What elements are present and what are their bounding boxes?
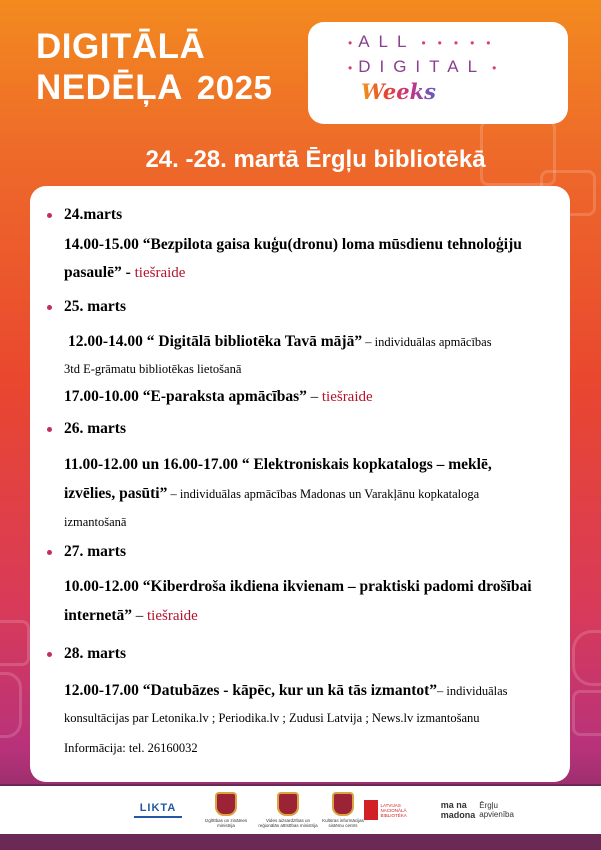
event-line: internetā” – tiešraide	[64, 607, 198, 624]
partner-logos	[0, 786, 601, 834]
ministry-education-logo: Izglītības un zinātnes ministrija	[198, 786, 254, 834]
day-date: 26. marts	[64, 420, 126, 437]
title-line-2: NEDĒĻA	[36, 68, 183, 107]
livestream-label: tiešraide	[134, 265, 186, 281]
bullet-icon	[47, 550, 52, 555]
event-title: 14.00-15.00 “Bezpilota gaisa kuģu(dronu) loma mūsdienu tehnoloģiju	[64, 236, 522, 253]
event-line: 17.00-10.00 “E-paraksta apmācības” – tiešraide	[64, 388, 373, 405]
event-title: 11.00-12.00 un 16.00-17.00 “ Elektroniskais kopkatalogs – meklē,	[64, 456, 492, 473]
logo-weeks: Weeks	[361, 79, 436, 104]
bullet-icon	[47, 427, 52, 432]
day-date: 24.marts	[64, 206, 123, 223]
likta-logo: LIKTA	[128, 786, 188, 834]
decor-shape	[572, 690, 601, 736]
page-title	[36, 26, 272, 108]
event-line: pasaulē” - tiešraide	[64, 264, 186, 281]
day-date: 27. marts	[64, 543, 126, 560]
crest-icon	[277, 792, 299, 816]
day-date: 28. marts	[64, 645, 126, 662]
bullet-icon	[47, 305, 52, 310]
event-line: 12.00-17.00 “Datubāzes - kāpēc, kur un kā tās izmantot”– individuālas	[64, 682, 508, 699]
event-line: 12.00-14.00 “ Digitālā bibliotēka Tavā mājā” – individuālas apmācības	[68, 333, 492, 350]
bullet-icon	[47, 652, 52, 657]
event-line: izvēlies, pasūti” – individuālas apmācības Madonas un Varakļānu kopkataloga	[64, 485, 480, 502]
logo-row-1: • ALL • • • • •	[348, 32, 491, 51]
bullet-icon	[47, 213, 52, 218]
ministry-regional-logo: Vides aizsardzības un reģionālās attīstības ministrija	[258, 786, 318, 834]
contact-info: Informācija: tel. 26160032	[64, 741, 198, 755]
logo-row-2: • DIGITAL •	[348, 57, 497, 76]
event-title: 10.00-12.00 “Kiberdroša ikdiena ikvienam – praktiski padomi drošībai	[64, 578, 532, 595]
event-desc: konsultācijas par Letonika.lv ; Periodika.lv ; Zudusi Latvija ; News.lv izmantošanu	[64, 711, 480, 725]
decor-shape	[0, 620, 30, 666]
title-year: 2025	[196, 69, 273, 106]
all-digital-weeks-logo	[308, 22, 568, 124]
crest-icon	[215, 792, 237, 816]
livestream-label: tiešraide	[147, 608, 198, 624]
livestream-label: tiešraide	[321, 389, 373, 405]
event-desc: 3td E-grāmatu bibliotēkas lietošanā	[64, 362, 242, 376]
national-library-logo: LATVIJAS NACIONĀLĀ BIBLIOTĒKA	[360, 786, 430, 834]
title-line-1: DIGITĀLĀ	[36, 27, 206, 66]
crest-icon	[332, 792, 354, 816]
event-subtitle: 24. -28. martā Ērgļu bibliotēkā	[145, 146, 486, 173]
decor-shape	[572, 630, 601, 686]
day-date: 25. marts	[64, 298, 126, 315]
event-desc: izmantošanā	[64, 515, 127, 529]
decor-shape	[0, 672, 22, 738]
library-mark-icon	[364, 800, 378, 820]
madona-logo: ma na madona Ērgļu apvienība	[440, 800, 514, 820]
kis-centre-logo: Kultūras informācijas sistēmu centrs	[320, 786, 366, 834]
